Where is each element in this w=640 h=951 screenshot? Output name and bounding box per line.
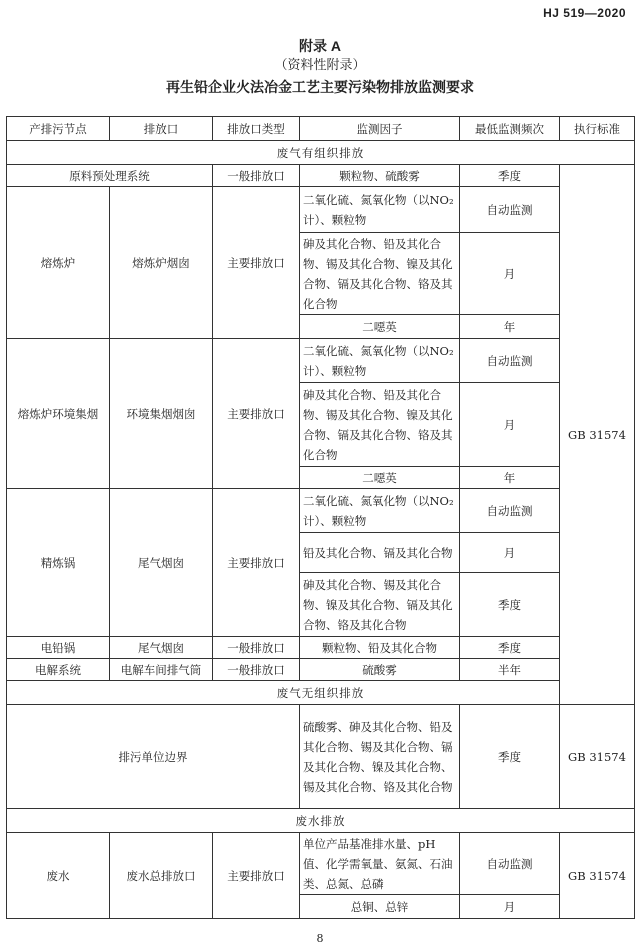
section-row [7, 681, 635, 705]
cell-frequency: 季度 [460, 165, 560, 187]
section-unorganized: 废气无组织排放 [7, 681, 635, 705]
cell-outlet: 尾气烟囱 [110, 489, 213, 637]
cell-outlet: 废水总排放口 [110, 833, 213, 919]
section-row [7, 141, 635, 165]
cell-frequency: 年 [460, 315, 560, 339]
cell-frequency: 年 [460, 467, 560, 489]
cell-factor: 硫酸雾 [300, 659, 460, 681]
section-water: 废水排放 [7, 809, 635, 833]
cell-outlet-type: 主要排放口 [213, 489, 300, 637]
cell-frequency: 季度 [460, 637, 560, 659]
cell-factor: 二氧化硫、氮氧化物（以NO₂计）、颗粒物 [300, 187, 460, 233]
cell-frequency: 月 [460, 233, 560, 315]
cell-frequency: 月 [460, 383, 560, 467]
appendix-title: 附录 A [299, 38, 341, 54]
cell-frequency: 季度 [460, 573, 560, 637]
title-block [0, 36, 640, 98]
page-number: 8 [316, 932, 324, 945]
col-header-outlet-type: 排放口类型 [213, 117, 300, 141]
cell-node: 精炼锅 [7, 489, 110, 637]
cell-node: 熔炼炉环境集烟 [7, 339, 110, 489]
cell-factor: 铅及其化合物、镉及其化合物 [300, 533, 460, 573]
cell-factor: 砷及其化合物、铅及其化合物、锡及其化合物、镍及其化合物、镉及其化合物、铬及其化合物 [300, 233, 460, 315]
cell-frequency: 半年 [460, 659, 560, 681]
col-header-frequency: 最低监测频次 [460, 117, 560, 141]
cell-factor: 二氧化硫、氮氧化物（以NO₂计）、颗粒物 [300, 339, 460, 383]
section-organized: 废气有组织排放 [7, 141, 635, 165]
cell-standard: GB 31574 [560, 705, 635, 809]
cell-factor: 二氧化硫、氮氧化物（以NO₂计）、颗粒物 [300, 489, 460, 533]
cell-node: 原料预处理系统 [7, 165, 213, 187]
cell-outlet: 尾气烟囱 [110, 637, 213, 659]
cell-frequency: 自动监测 [460, 833, 560, 895]
cell-outlet: 电解车间排气筒 [110, 659, 213, 681]
cell-factor: 颗粒物、铅及其化合物 [300, 637, 460, 659]
cell-node: 废水 [7, 833, 110, 919]
monitoring-table [6, 116, 635, 919]
cell-outlet-type: 主要排放口 [213, 187, 300, 339]
appendix-type: （资料性附录） [274, 58, 366, 73]
table-title: 再生铅企业火法冶金工艺主要污染物排放监测要求 [166, 79, 474, 95]
table-row [7, 659, 635, 681]
cell-frequency: 自动监测 [460, 339, 560, 383]
table-row [7, 339, 635, 383]
cell-frequency: 自动监测 [460, 187, 560, 233]
table-row [7, 165, 635, 187]
cell-outlet: 环境集烟烟囱 [110, 339, 213, 489]
cell-outlet-type: 主要排放口 [213, 833, 300, 919]
cell-factor: 硫酸雾、砷及其化合物、铅及其化合物、锡及其化合物、镉及其化合物、镍及其化合物、锡及其化合物、铬及其化合物 [300, 705, 460, 809]
table-row [7, 187, 635, 233]
cell-factor: 二噁英 [300, 315, 460, 339]
cell-frequency: 季度 [460, 705, 560, 809]
col-header-standard: 执行标准 [560, 117, 635, 141]
cell-outlet: 熔炼炉烟囱 [110, 187, 213, 339]
table-row [7, 637, 635, 659]
cell-outlet-type: 一般排放口 [213, 637, 300, 659]
cell-frequency: 月 [460, 533, 560, 573]
cell-factor: 总铜、总锌 [300, 895, 460, 919]
cell-frequency: 月 [460, 895, 560, 919]
cell-standard: GB 31574 [560, 833, 635, 919]
cell-frequency: 自动监测 [460, 489, 560, 533]
table-row [7, 705, 635, 809]
col-header-factor: 监测因子 [300, 117, 460, 141]
standard-code: HJ 519—2020 [543, 6, 626, 20]
table-row [7, 833, 635, 895]
cell-factor: 砷及其化合物、铅及其化合物、锡及其化合物、镍及其化合物、镉及其化合物、铬及其化合物 [300, 383, 460, 467]
section-row [7, 809, 635, 833]
cell-node: 电解系统 [7, 659, 110, 681]
col-header-node: 产排污节点 [7, 117, 110, 141]
table-header-row [7, 117, 635, 141]
cell-node: 熔炼炉 [7, 187, 110, 339]
cell-factor: 砷及其化合物、锡及其化合物、镍及其化合物、镉及其化合物、铬及其化合物 [300, 573, 460, 637]
cell-outlet-type: 一般排放口 [213, 165, 300, 187]
cell-outlet-type: 主要排放口 [213, 339, 300, 489]
cell-outlet-type: 一般排放口 [213, 659, 300, 681]
cell-factor: 二噁英 [300, 467, 460, 489]
table-row [7, 489, 635, 533]
col-header-outlet: 排放口 [110, 117, 213, 141]
cell-factor: 颗粒物、硫酸雾 [300, 165, 460, 187]
cell-node: 电铅锅 [7, 637, 110, 659]
cell-standard-gas: GB 31574 [560, 165, 635, 705]
cell-node: 排污单位边界 [7, 705, 300, 809]
cell-factor: 单位产品基准排水量、pH值、化学需氧量、氨氮、石油类、总氮、总磷 [300, 833, 460, 895]
